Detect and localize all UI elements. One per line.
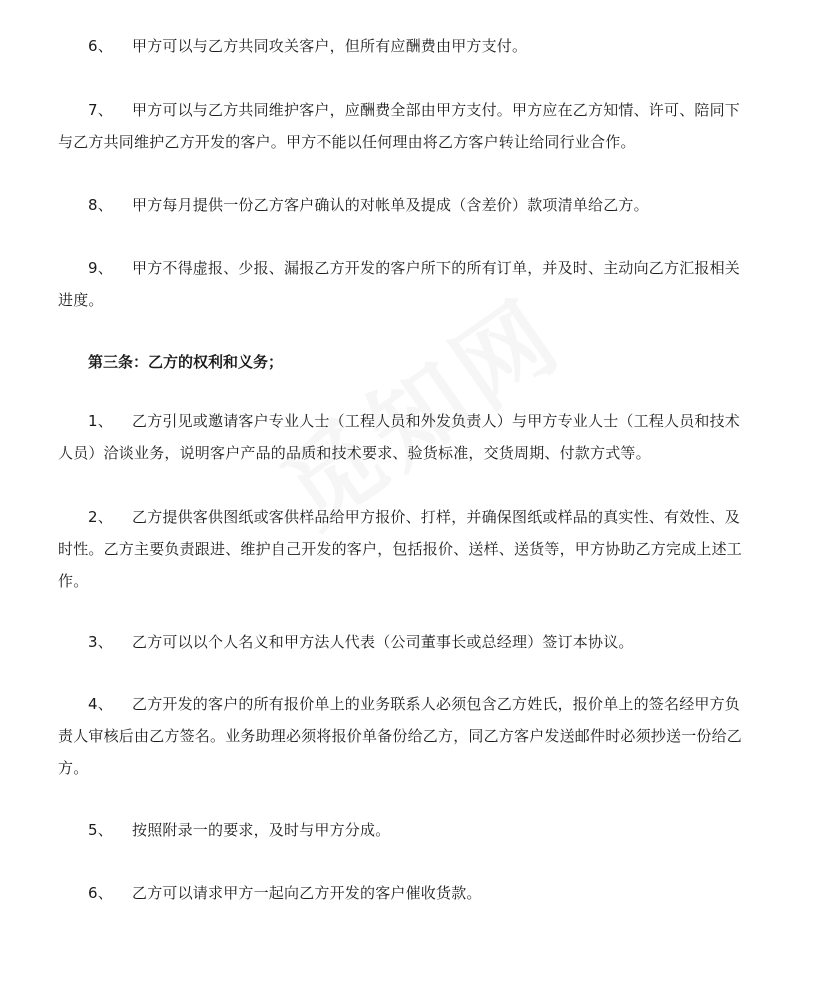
item-number: 3、: [88, 633, 113, 651]
party-b-item-6: [58, 877, 774, 909]
item-number: 6、: [88, 884, 113, 902]
item-number: 4、: [88, 695, 113, 713]
party-b-item-2: [58, 501, 774, 597]
item-text-cont: 进度。: [58, 291, 104, 309]
item-text-cont: 人员）洽谈业务，说明客户产品的品质和技术要求、验货标准，交货周期、付款方式等。: [58, 444, 651, 462]
party-a-item-8: [58, 189, 774, 221]
item-text-cont: 方。: [58, 759, 89, 777]
item-number: 9、: [88, 259, 113, 277]
item-number: 5、: [88, 821, 113, 839]
party-b-item-5: [58, 814, 774, 846]
item-text: 乙方开发的客户的所有报价单上的业务联系人必须包含乙方姓氏，报价单上的签名经甲方负: [132, 695, 741, 713]
party-b-item-3: [58, 626, 774, 658]
item-text-cont: 责人审核后由乙方签名。业务助理必须将报价单备份给乙方，同乙方客户发送邮件时必须抄送一份给乙: [58, 727, 743, 745]
item-number: 1、: [88, 412, 113, 430]
item-text: 乙方引见或邀请客户专业人士（工程人员和外发负责人）与甲方专业人士（工程人员和技术: [132, 412, 741, 430]
item-text: 乙方提供客供图纸或客供样品给甲方报价、打样，并确保图纸或样品的真实性、有效性、及: [132, 508, 741, 526]
party-a-item-6: [58, 30, 774, 62]
item-text: 甲方可以与乙方共同维护客户，应酬费全部由甲方支付。甲方应在乙方知情、许可、陪同下: [132, 101, 741, 119]
item-text: 按照附录一的要求，及时与甲方分成。: [132, 821, 391, 839]
item-text-cont: 时性。乙方主要负责跟进、维护自己开发的客户，包括报价、送样、送货等，甲方协助乙方完成上述工: [58, 540, 743, 558]
item-text-cont: 作。: [58, 572, 89, 590]
item-text: 乙方可以以个人名义和甲方法人代表（公司董事长或总经理）签订本协议。: [132, 633, 634, 651]
item-text: 甲方每月提供一份乙方客户确认的对帐单及提成（含差价）款项清单给乙方。: [132, 196, 649, 214]
party-b-item-4: [58, 688, 774, 784]
item-number: 2、: [88, 508, 113, 526]
item-text: 甲方不得虚报、少报、漏报乙方开发的客户所下的所有订单，并及时、主动向乙方汇报相关: [132, 259, 741, 277]
item-text-cont: 与乙方共同维护乙方开发的客户。甲方不能以任何理由将乙方客户转让给同行业合作。: [58, 133, 636, 151]
party-a-item-9: [58, 252, 774, 316]
party-b-item-1: [58, 405, 774, 469]
item-text: 乙方可以请求甲方一起向乙方开发的客户催收货款。: [132, 884, 482, 902]
party-a-item-7: [58, 94, 774, 158]
item-number: 7、: [88, 101, 113, 119]
section-heading: 第三条：乙方的权利和义务；: [88, 353, 284, 371]
item-text: 甲方可以与乙方共同攻关客户，但所有应酬费由甲方支付。: [132, 37, 528, 55]
item-number: 8、: [88, 196, 113, 214]
item-number: 6、: [88, 37, 113, 55]
